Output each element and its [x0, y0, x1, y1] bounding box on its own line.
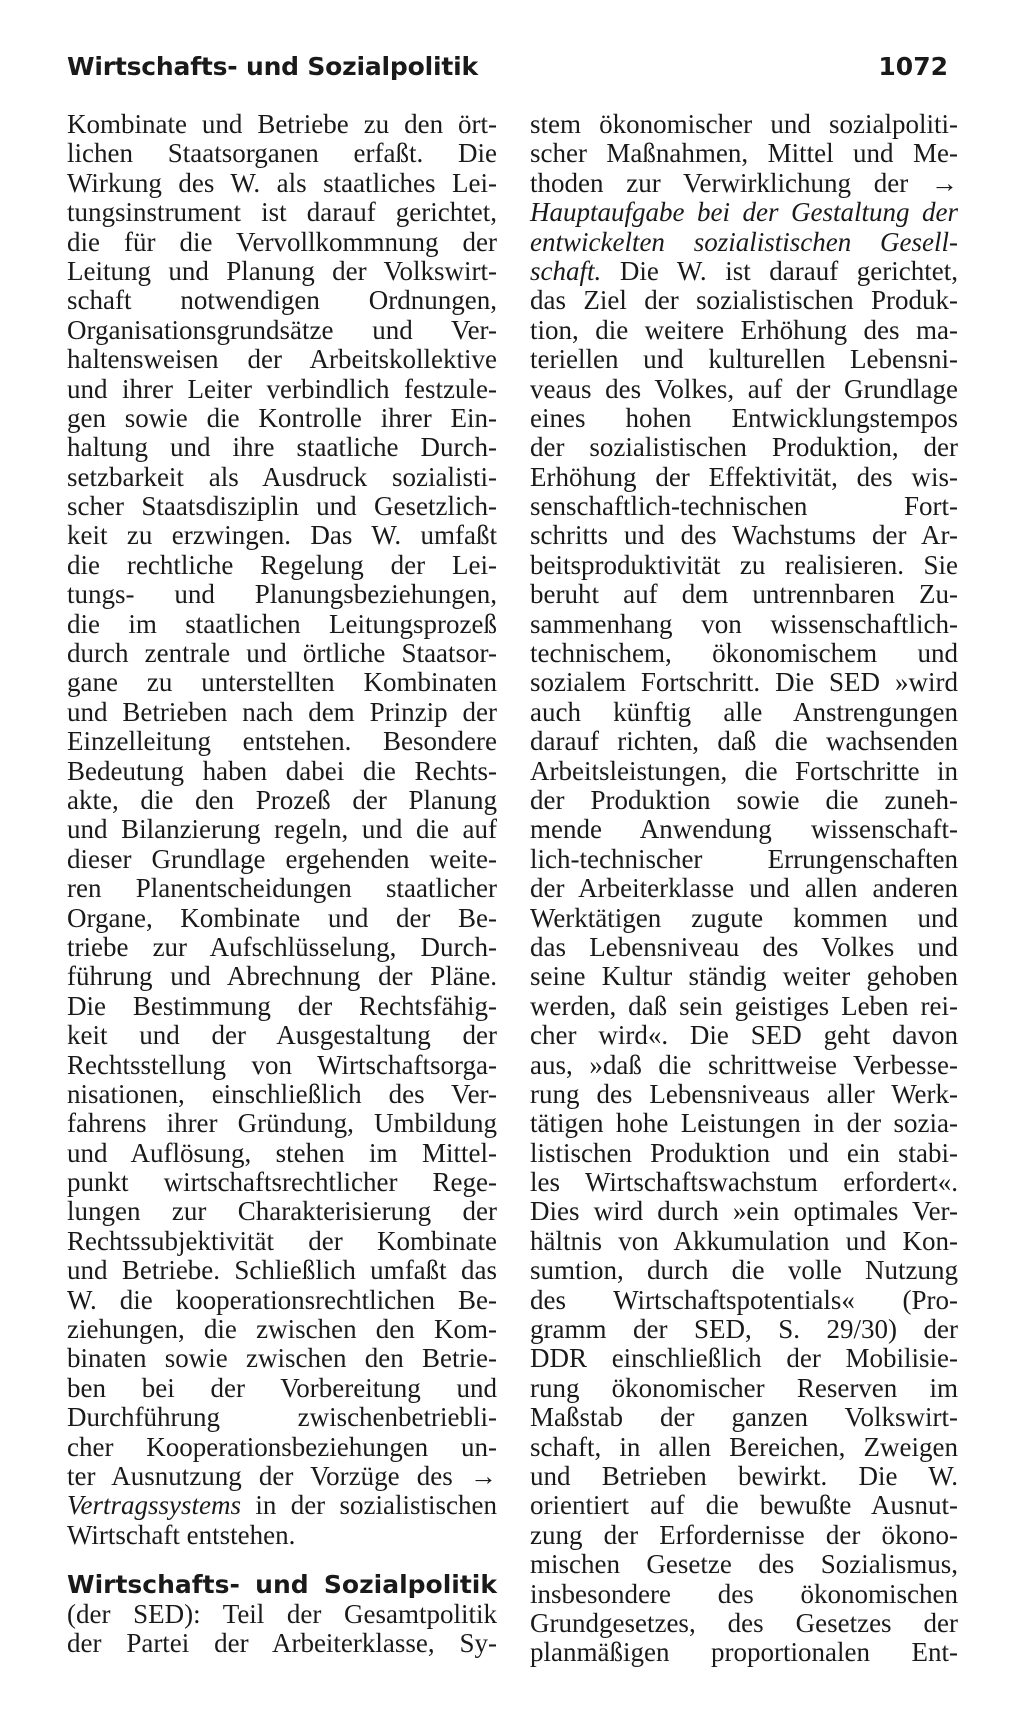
text-line: Organisationsgrundsätze und Ver-: [67, 314, 497, 345]
text-line: ter Ausnutzung der Vorzüge des →: [67, 1460, 497, 1491]
text-line: der Produktion sowie die zuneh-: [530, 784, 958, 815]
text-line: mende Anwendung wissenschaft-: [530, 814, 958, 845]
text-line: ziehungen, die zwischen den Kom-: [67, 1314, 497, 1345]
text-line: führung und Abrechnung der Pläne.: [67, 961, 497, 992]
text-line: und Betrieben bewirkt. Die W.: [530, 1460, 958, 1491]
text-line: das Ziel der sozialistischen Produk-: [530, 285, 958, 316]
text-line: und Auflösung, stehen im Mittel-: [67, 1137, 497, 1168]
text-line: zung der Erfordernisse der ökono-: [530, 1519, 958, 1550]
text-line: gramm der SED, S. 29/30) der: [530, 1314, 958, 1345]
text-line: ren Planentscheidungen staatlicher: [67, 873, 497, 904]
text-line: DDR einschließlich der Mobilisie-: [530, 1343, 958, 1374]
right-column-intro: [530, 110, 958, 198]
text-line: sumtion, durch die volle Nutzung: [530, 1255, 958, 1286]
text-line: der sozialistischen Produktion, der: [530, 432, 958, 463]
text-line: Wirtschaft entstehen.: [67, 1519, 296, 1550]
text-line: triebe zur Aufschlüsselung, Durch-: [67, 931, 497, 962]
right-column: [530, 110, 958, 1668]
text-line: und Betriebe. Schließlich umfaßt das: [67, 1255, 497, 1286]
text-line: lichen Staatsorganen erfaßt. Die: [67, 138, 497, 169]
text-line: tätigen hohe Leistungen in der sozia-: [530, 1108, 958, 1139]
text-line: aus, »daß die schrittweise Verbesse-: [530, 1049, 958, 1080]
text-line: sammenhang von wissenschaftlich-: [530, 608, 958, 639]
cross-reference: Vertragssystems: [67, 1490, 241, 1521]
text-line: der Arbeiterklasse und allen anderen: [530, 873, 958, 904]
text-line: und ihrer Leiter verbindlich festzule-: [67, 373, 497, 404]
text-line: darauf richten, daß die wachsenden: [530, 726, 958, 757]
text-line: dieser Grundlage ergehenden weite-: [67, 843, 497, 874]
text-line: Erhöhung der Effektivität, des wis-: [530, 461, 958, 492]
text-line: haltung und ihre staatliche Durch-: [67, 432, 497, 463]
text-line: Arbeitsleistungen, die Fortschritte in: [530, 755, 958, 786]
text-line: werden, daß sein geistiges Leben rei-: [530, 990, 958, 1021]
text-line: hältnis von Akkumulation und Kon-: [530, 1225, 958, 1256]
text-line: insbesondere des ökonomischen: [530, 1578, 958, 1609]
text-line: haltensweisen der Arbeitskollektive: [67, 344, 497, 375]
text-line: listischen Produktion und ein stabi-: [530, 1137, 958, 1168]
text-line: schritts und des Wachstums der Ar-: [530, 520, 958, 551]
text-line: Rechtssubjektivität der Kombinate: [67, 1225, 497, 1256]
text-line: und Bilanzierung regeln, und die auf: [67, 814, 497, 845]
text-line: Wirkung des W. als staatliches Lei-: [67, 167, 497, 198]
page-number: 1072: [878, 52, 948, 81]
text-line: rung des Lebensniveaus aller Werk-: [530, 1078, 958, 1109]
text-line: senschaftlich-technischen Fort-: [530, 491, 958, 522]
left-column-body: [67, 110, 497, 1491]
text-line: rung ökonomischer Reserven im: [530, 1372, 958, 1403]
text-line: Maßstab der ganzen Volkswirt-: [530, 1402, 958, 1433]
text-line: keit und der Ausgestaltung der: [67, 1020, 497, 1051]
text-line: [67, 1491, 497, 1520]
text-line: planmäßigen proportionalen Ent-: [530, 1637, 958, 1668]
text-line: binaten sowie zwischen den Betrie-: [67, 1343, 497, 1374]
right-column-body: [530, 286, 958, 1667]
text-line: teriellen und kulturellen Lebensni-: [530, 344, 958, 375]
text-line: W. die kooperationsrechtlichen Be-: [67, 1284, 497, 1315]
text-line: orientiert auf die bewußte Ausnut-: [530, 1490, 958, 1521]
text-line: akte, die den Prozeß der Planung: [67, 784, 497, 815]
text-line: seine Kultur ständig weiter gehoben: [530, 961, 958, 992]
text-fragment: in der sozialistischen: [241, 1490, 497, 1521]
text-fragment: Die W. ist darauf gerichtet,: [601, 255, 958, 286]
text-line: Leitung und Planung der Volkswirt-: [67, 255, 497, 286]
text-line: Durchführung zwischenbetriebli-: [67, 1402, 497, 1433]
text-line: thoden zur Verwirklichung der →: [530, 167, 958, 198]
text-line: beruht auf dem untrennbaren Zu-: [530, 579, 958, 610]
text-line: cher Kooperationsbeziehungen un-: [67, 1431, 497, 1462]
cross-reference: schaft.: [530, 255, 602, 286]
text-line: die für die Vervollkommnung der: [67, 226, 497, 257]
text-line: Werktätigen zugute kommen und: [530, 902, 958, 933]
text-line: Grundgesetzes, des Gesetzes der: [530, 1607, 958, 1638]
text-line: schaft notwendigen Ordnungen,: [67, 285, 497, 316]
text-line: fahrens ihrer Gründung, Umbildung: [67, 1108, 497, 1139]
text-line: les Wirtschaftswachstum erfordert«.: [530, 1167, 958, 1198]
text-line: scher Staatsdisziplin und Gesetzlich-: [67, 491, 497, 522]
text-line: setzbarkeit als Ausdruck sozialisti-: [67, 461, 497, 492]
text-line: tungs- und Planungsbeziehungen,: [67, 579, 497, 610]
text-line: Dies wird durch »ein optimales Ver-: [530, 1196, 958, 1227]
text-line: lungen zur Charakterisierung der: [67, 1196, 497, 1227]
text-line: tungsinstrument ist darauf gerichtet,: [67, 197, 497, 228]
text-line: keit zu erzwingen. Das W. umfaßt: [67, 520, 497, 551]
text-line: eines hohen Entwicklungstempos: [530, 402, 958, 433]
text-line: technischem, ökonomischem und: [530, 638, 958, 669]
text-line: [530, 228, 958, 257]
text-line: veaus des Volkes, auf der Grundlage: [530, 373, 958, 404]
text-line: und Betrieben nach dem Prinzip der: [67, 696, 497, 727]
text-line: cher wird«. Die SED geht davon: [530, 1020, 958, 1051]
text-line: Einzelleitung entstehen. Besondere: [67, 726, 497, 757]
cross-reference: Hauptaufgabe bei der Gestaltung der: [530, 197, 958, 228]
text-line: tion, die weitere Erhöhung des ma-: [530, 314, 958, 345]
text-line: auch künftig alle Anstrengungen: [530, 696, 958, 727]
text-line: Bedeutung haben dabei die Rechts-: [67, 755, 497, 786]
text-line: Die Bestimmung der Rechtsfähig-: [67, 990, 497, 1021]
text-line: scher Maßnahmen, Mittel und Me-: [530, 138, 958, 169]
text-line: gane zu unterstellten Kombinaten: [67, 667, 497, 698]
text-line: des Wirtschaftspotentials« (Pro-: [530, 1284, 958, 1315]
text-line: beitsproduktivität zu realisieren. Sie: [530, 549, 958, 580]
text-line: durch zentrale und örtliche Staatsor-: [67, 638, 497, 669]
text-line: das Lebensniveau des Volkes und: [530, 931, 958, 962]
text-line: [530, 198, 958, 227]
text-line: [67, 1570, 497, 1599]
text-line: Kombinate und Betriebe zu den ört-: [67, 109, 497, 139]
text-line: schaft, in allen Bereichen, Zweigen: [530, 1431, 958, 1462]
cross-reference: entwickelten sozialistischen Gesell-: [530, 226, 958, 257]
text-line: lich-technischer Errungenschaften: [530, 843, 958, 874]
text-line: gen sowie die Kontrolle ihrer Ein-: [67, 402, 497, 433]
text-line: mischen Gesetze des Sozialismus,: [530, 1549, 958, 1580]
running-title: Wirtschafts- und Sozialpolitik: [67, 52, 478, 81]
text-line: (der SED): Teil der Gesamtpolitik: [67, 1598, 497, 1629]
text-line: die im staatlichen Leitungsprozeß: [67, 608, 497, 639]
text-line: Rechtsstellung von Wirtschaftsorga-: [67, 1049, 497, 1080]
text-line: nisationen, einschließlich des Ver-: [67, 1078, 497, 1109]
left-column: [67, 110, 497, 1658]
text-line: sozialem Fortschritt. Die SED »wird: [530, 667, 958, 698]
text-line: der Partei der Arbeiterklasse, Sy-: [67, 1627, 497, 1658]
text-line: punkt wirtschaftsrechtlicher Rege-: [67, 1167, 497, 1198]
text-line: stem ökonomischer und sozialpoliti-: [530, 109, 958, 139]
text-line: Organe, Kombinate und der Be-: [67, 902, 497, 933]
text-line: ben bei der Vorbereitung und: [67, 1372, 497, 1403]
entry-headword: Wirtschafts- und Sozialpolitik: [67, 1570, 497, 1600]
text-line: die rechtliche Regelung der Lei-: [67, 549, 497, 580]
text-line: [530, 257, 958, 286]
